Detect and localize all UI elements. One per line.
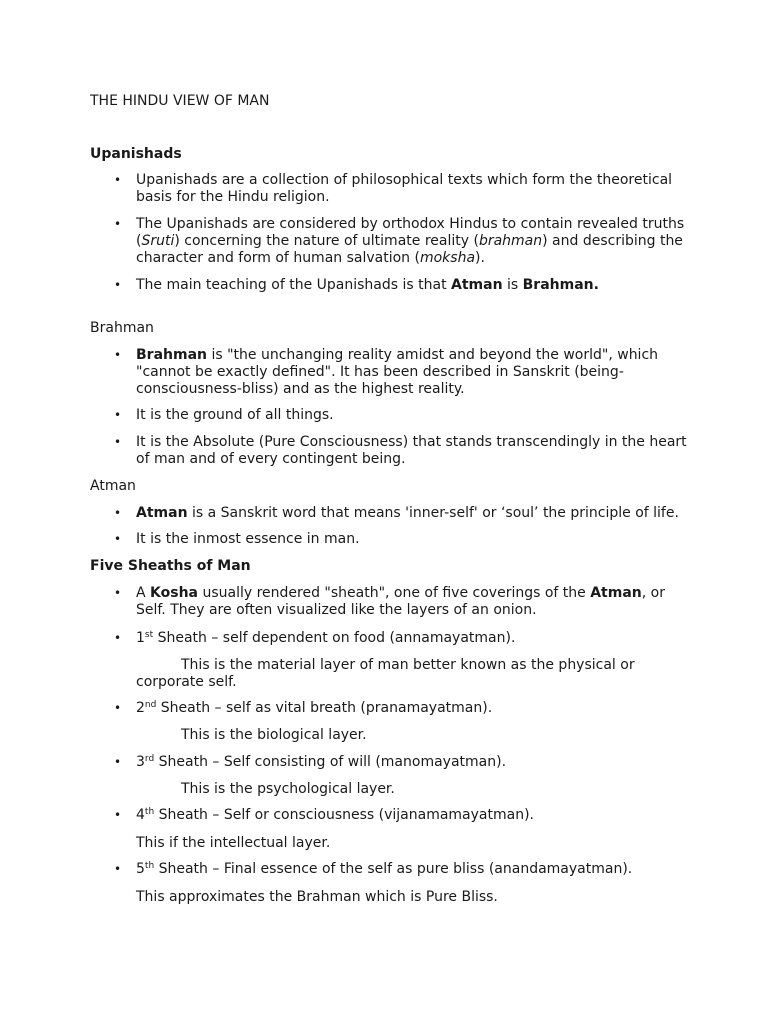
sheath-description: This is the biological layer. bbox=[181, 727, 367, 743]
list-item bbox=[114, 277, 696, 294]
ordinal-suffix: st bbox=[144, 630, 154, 640]
sheath-number: 5 bbox=[136, 861, 145, 877]
ordinal-suffix: th bbox=[144, 861, 155, 871]
list-item bbox=[114, 172, 696, 206]
item-text: It is the ground of all things. bbox=[136, 407, 334, 423]
list-item bbox=[114, 505, 696, 522]
item-text-italic: brahman bbox=[478, 233, 543, 249]
item-text: Sheath – Self consisting of will (manomayatman). bbox=[154, 754, 507, 770]
list-item bbox=[114, 531, 696, 548]
item-text: It is the inmost essence in man. bbox=[136, 531, 360, 547]
item-text-bold: Kosha bbox=[150, 585, 198, 601]
item-text: , or Self. They are often visualized like the layers of an onion. bbox=[136, 585, 665, 618]
sheath-description: corporate self. bbox=[136, 674, 237, 690]
list-item bbox=[114, 754, 696, 771]
item-text: is "the unchanging reality amidst and beyond the world", which "cannot be exactly defined". It has been described in Sanskrit (being-consciousness-bliss) and as the highest reality. bbox=[136, 347, 659, 397]
bullet-icon: • bbox=[114, 173, 122, 187]
item-text: Sheath – Self or consciousness (vijanamamayatman). bbox=[154, 807, 534, 823]
item-text: ). bbox=[475, 250, 485, 266]
item-text: ) and describing the character and form of human salvation ( bbox=[136, 233, 683, 266]
bullet-icon: • bbox=[114, 808, 122, 822]
item-text: is bbox=[502, 277, 523, 293]
heading-atman: Atman bbox=[90, 478, 136, 494]
item-text-bold: Atman bbox=[590, 585, 642, 601]
item-text: Sheath – self as vital breath (pranamayatman). bbox=[156, 700, 493, 716]
item-text: Sheath – self dependent on food (annamayatman). bbox=[153, 630, 516, 646]
ordinal-suffix: rd bbox=[144, 754, 155, 764]
sheath-description: This if the intellectual layer. bbox=[136, 835, 331, 851]
item-text-italic: moksha bbox=[419, 250, 476, 266]
item-text-bold: Atman bbox=[136, 505, 188, 521]
bullet-icon: • bbox=[114, 755, 122, 769]
list-item bbox=[114, 216, 696, 267]
bullet-icon: • bbox=[114, 586, 122, 600]
item-text: The main teaching of the Upanishads is that bbox=[136, 277, 452, 293]
list-item bbox=[114, 700, 696, 717]
item-text-bold: Brahman. bbox=[522, 277, 599, 293]
item-text-italic: Sruti bbox=[141, 233, 175, 249]
bullet-icon: • bbox=[114, 506, 122, 520]
sheath-number: 1 bbox=[136, 630, 145, 646]
sheath-description: This is the material layer of man better known as the physical or bbox=[181, 657, 635, 673]
item-text: A bbox=[136, 585, 151, 601]
item-text: ) concerning the nature of ultimate reality ( bbox=[174, 233, 479, 249]
bullet-icon: • bbox=[114, 408, 122, 422]
item-text: The Upanishads are considered by orthodox Hindus to contain revealed truths ( bbox=[136, 216, 685, 249]
item-text: is a Sanskrit word that means 'inner-self' or ‘soul’ the principle of life. bbox=[187, 505, 679, 521]
item-text: It is the Absolute (Pure Consciousness) that stands transcendingly in the heart of man and of every contingent being. bbox=[136, 434, 687, 467]
ordinal-suffix: th bbox=[144, 807, 155, 817]
sheath-number: 2 bbox=[136, 700, 145, 716]
bullet-icon: • bbox=[114, 435, 122, 449]
list-item bbox=[114, 630, 696, 647]
heading-five-sheaths: Five Sheaths of Man bbox=[90, 558, 251, 574]
list-item bbox=[114, 407, 696, 424]
list-item bbox=[114, 347, 696, 398]
item-text-bold: Brahman bbox=[136, 347, 207, 363]
sheath-description: This approximates the Brahman which is Pure Bliss. bbox=[136, 889, 498, 905]
bullet-icon: • bbox=[114, 278, 122, 292]
bullet-icon: • bbox=[114, 862, 122, 876]
bullet-icon: • bbox=[114, 348, 122, 362]
list-item bbox=[114, 434, 696, 468]
sheath-number: 4 bbox=[136, 807, 145, 823]
document-title: THE HINDU VIEW OF MAN bbox=[90, 93, 270, 109]
list-item bbox=[114, 807, 696, 824]
heading-brahman: Brahman bbox=[90, 320, 154, 336]
sheath-description: This is the psychological layer. bbox=[181, 781, 395, 797]
ordinal-suffix: nd bbox=[144, 700, 157, 710]
list-item bbox=[114, 585, 696, 619]
item-text: Sheath – Final essence of the self as pure bliss (anandamayatman). bbox=[154, 861, 633, 877]
list-item bbox=[114, 861, 696, 878]
item-text: usually rendered "sheath", one of five coverings of the bbox=[198, 585, 591, 601]
item-text: Upanishads are a collection of philosophical texts which form the theoretical basis for the Hindu religion. bbox=[136, 172, 673, 205]
heading-upanishads: Upanishads bbox=[90, 146, 182, 162]
item-text-bold: Atman bbox=[451, 277, 503, 293]
bullet-icon: • bbox=[114, 532, 122, 546]
sheath-number: 3 bbox=[136, 754, 145, 770]
bullet-icon: • bbox=[114, 217, 122, 231]
bullet-icon: • bbox=[114, 701, 122, 715]
bullet-icon: • bbox=[114, 631, 122, 645]
